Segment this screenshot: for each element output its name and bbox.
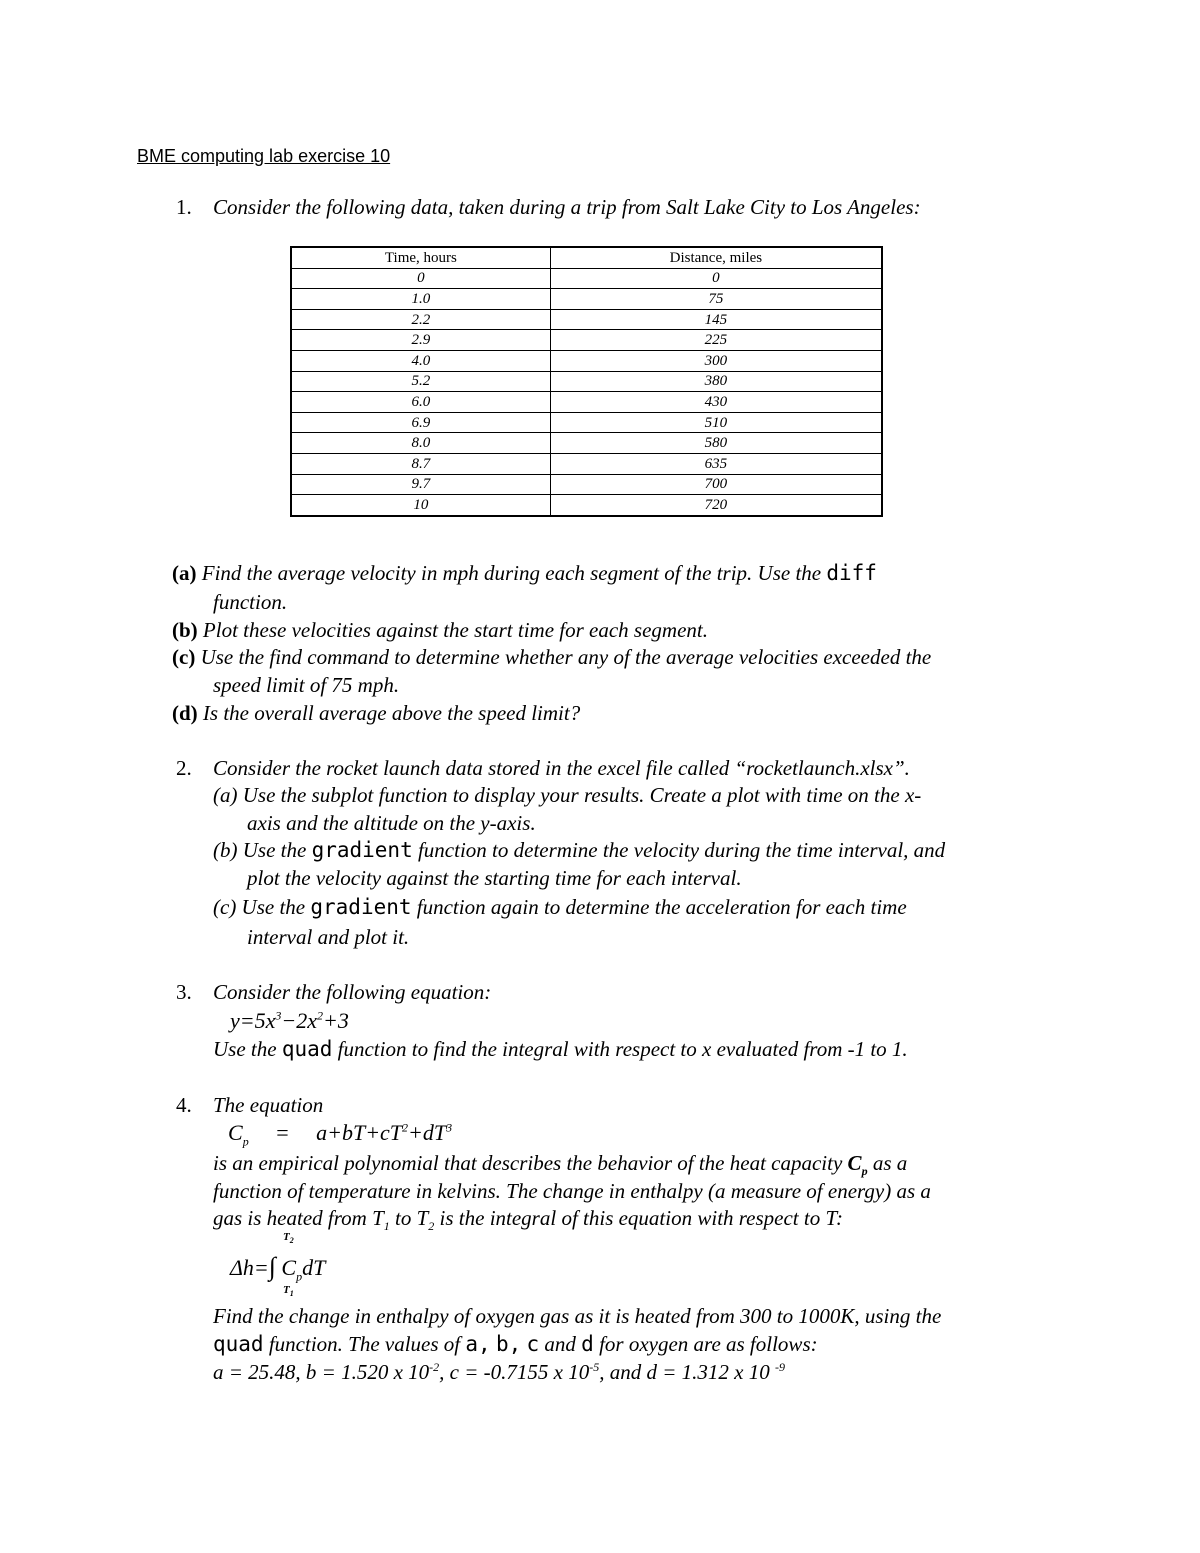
cell-time: 8.7 [291, 453, 550, 474]
table-row [291, 268, 882, 289]
q1a-text: Find the average velocity in mph during each segment of the trip. Use the [201, 561, 822, 585]
q1-text: Consider the following data, taken during a trip from Salt Lake City to Los Angeles: [213, 195, 921, 219]
q4-values-line: a = 25.48, b = 1.520 x $10^{-2}$, c = -0.7155 x $10^{-5}$, and d = 1.312 x 10 $^{-9}$ [213, 1360, 785, 1384]
cell-distance: 145 [550, 309, 882, 330]
table-row [291, 433, 882, 454]
cell-distance: 700 [550, 474, 882, 495]
q4-cp-equation: $C_p = a+bT+cT^2+dT^3$ [228, 1120, 453, 1149]
table-header-time: Time, hours [291, 247, 550, 268]
q1c [172, 645, 931, 670]
q4-number: 4. [176, 1093, 192, 1117]
cell-distance: 635 [550, 453, 882, 474]
table-row [291, 474, 882, 495]
q2c-line1: (c) Use the gradient function again to determine the acceleration for each time [213, 895, 907, 919]
q3-code: quad [281, 1037, 333, 1061]
cell-time: 6.9 [291, 412, 550, 433]
q4-line2: function of temperature in kelvins. The change in enthalpy (a measure of energy) as a [213, 1179, 931, 1203]
q4-find-line1: Find the change in enthalpy of oxygen gas as it is heated from 300 to 1000K, using the [213, 1304, 942, 1328]
q2c-code: gradient [310, 895, 412, 919]
cell-distance: 430 [550, 392, 882, 413]
q1d-text: Is the overall average above the speed limit? [202, 701, 581, 725]
cell-time: 6.0 [291, 392, 550, 413]
q3-text: Consider the following equation: [213, 980, 492, 1004]
q4-line1: is an empirical polynomial that describes the behavior of the heat capacity $C_p$ as a [213, 1151, 908, 1179]
table-row [291, 330, 882, 351]
cell-distance: 510 [550, 412, 882, 433]
q4-text: The equation [213, 1093, 324, 1117]
integral-lower-limit: $T_1$ [283, 1284, 294, 1299]
q2a-line2: axis and the altitude on the y-axis. [247, 811, 536, 835]
cell-distance: 225 [550, 330, 882, 351]
q1d [172, 701, 580, 726]
table-row [291, 453, 882, 474]
cell-distance: 720 [550, 495, 882, 516]
table-row [291, 371, 882, 392]
table-header-row [291, 247, 882, 268]
q1a-code: diff [826, 561, 877, 585]
q1d-label: (d) [172, 701, 198, 725]
q2b-line1: (b) Use the gradient function to determine the velocity during the time interval, and [213, 838, 946, 862]
cell-distance: 380 [550, 371, 882, 392]
table-row [291, 392, 882, 413]
cell-time: 2.9 [291, 330, 550, 351]
cell-time: 5.2 [291, 371, 550, 392]
q2b-code: gradient [311, 838, 413, 862]
table-row [291, 350, 882, 371]
q3-number: 3. [176, 980, 192, 1004]
q1c-text: Use the find command to determine whether any of the average velocities exceeded the [200, 645, 932, 669]
q4-code-quad: quad [213, 1332, 264, 1356]
cell-time: 8.0 [291, 433, 550, 454]
table-row [291, 495, 882, 516]
q3-instruction: Use the quad function to find the integral with respect to x evaluated from -1 to 1. [213, 1037, 908, 1061]
table-row [291, 412, 882, 433]
cell-time: 1.0 [291, 289, 550, 310]
q1b-text: Plot these velocities against the start time for each segment. [202, 618, 708, 642]
q3-equation: $y=5x^3-2x^2+3$ [230, 1008, 349, 1033]
q1b-label: (b) [172, 618, 198, 642]
cell-distance: 300 [550, 350, 882, 371]
q2a-line1: (a) Use the subplot function to display your results. Create a plot with time on the x- [213, 783, 922, 807]
q1-number: 1. [176, 195, 192, 219]
cell-time: 10 [291, 495, 550, 516]
q2-number: 2. [176, 756, 192, 780]
q2-text: Consider the rocket launch data stored in the excel file called “rocketlaunch.xlsx”. [213, 756, 910, 780]
table-row [291, 289, 882, 310]
cell-distance: 75 [550, 289, 882, 310]
cell-time: 2.2 [291, 309, 550, 330]
q2b-line2: plot the velocity against the starting time for each interval. [247, 866, 742, 890]
q1a [172, 561, 877, 586]
q1b [172, 618, 708, 643]
table-header-distance: Distance, miles [550, 247, 882, 268]
cell-distance: 580 [550, 433, 882, 454]
trip-data-table [290, 246, 883, 517]
document-title: BME computing lab exercise 10 [137, 146, 391, 166]
cell-distance: 0 [550, 268, 882, 289]
integral-upper-limit: $T_2$ [283, 1231, 294, 1246]
q4-find-line2: quad function. The values of a, b, c and d for oxygen are as follows: [213, 1332, 818, 1356]
q1a-text-cont: function. [213, 590, 288, 614]
table-body [291, 268, 882, 516]
cell-time: 9.7 [291, 474, 550, 495]
cell-time: 0 [291, 268, 550, 289]
integral-equation: Δh=∫ $C_pdT$ [230, 1252, 326, 1284]
q1c-label: (c) [172, 645, 196, 669]
q1c-text-cont: speed limit of 75 mph. [213, 673, 400, 697]
q2c-line2: interval and plot it. [247, 925, 410, 949]
table-row [291, 309, 882, 330]
q1a-label: (a) [172, 561, 197, 585]
q4-line3: gas is heated from $T_1$ to $T_2$ is the integral of this equation with respect to T: [213, 1206, 843, 1234]
cell-time: 4.0 [291, 350, 550, 371]
